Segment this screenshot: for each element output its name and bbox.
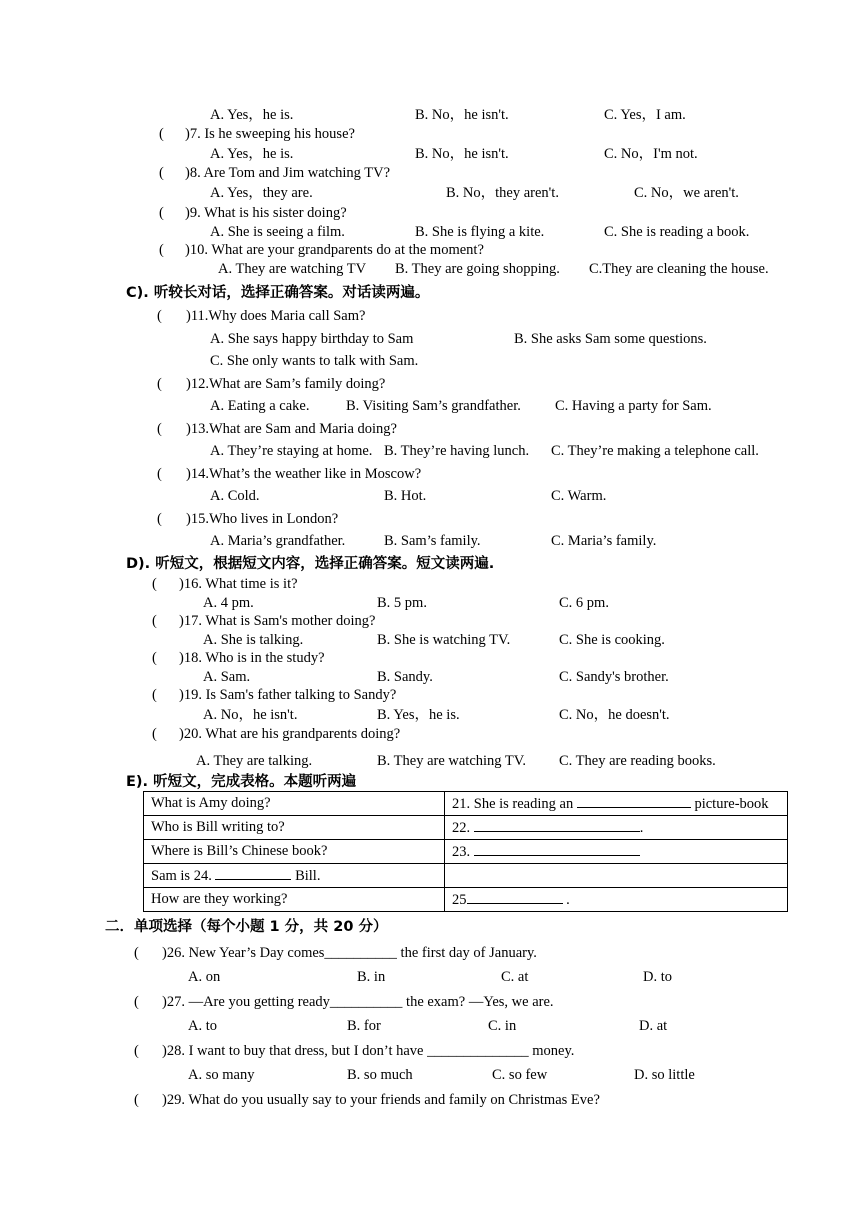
q11-option-b: B. She asks Sam some questions.: [514, 331, 707, 347]
q20-option-a: A. They are talking.: [196, 753, 313, 769]
answer-paren[interactable]: (: [134, 1092, 139, 1108]
row-question-suffix: Bill.: [295, 867, 321, 884]
q19-option-c: C. No，he doesn't.: [559, 707, 670, 723]
section-e-heading: E). 听短文，完成表格。本题听两遍: [126, 774, 357, 790]
q18-option-a: A. Sam.: [203, 669, 251, 685]
answer-paren[interactable]: (: [152, 613, 157, 629]
row-question: How are they working?: [151, 891, 288, 907]
answer-paren[interactable]: (: [157, 308, 162, 324]
q18-option-b: B. Sandy.: [377, 669, 433, 685]
q13-option-b: B. They’re having lunch.: [384, 443, 530, 459]
table-row: [144, 816, 788, 840]
q13-option-c: C. They’re making a telephone call.: [551, 443, 759, 459]
q28-option-c: C. so few: [492, 1067, 548, 1083]
q28-option-a: A. so many: [188, 1067, 255, 1083]
q11-option-a: A. She says happy birthday to Sam: [210, 331, 414, 347]
q13-option-a: A. They’re staying at home.: [210, 443, 373, 459]
answer-blank[interactable]: [215, 867, 291, 880]
table-cell: [144, 792, 445, 816]
table-cell: [144, 816, 445, 840]
q9-stem: )9. What is his sister doing?: [185, 205, 347, 221]
q16-stem: )16. What time is it?: [179, 576, 298, 592]
answer-suffix: .: [639, 819, 644, 836]
answer-paren[interactable]: (: [159, 205, 164, 221]
row-question: What is Amy doing?: [151, 795, 271, 811]
q10-stem: )10. What are your grandparents do at the moment?: [185, 242, 484, 258]
q10-option-a: A. They are watching TV: [218, 261, 367, 277]
answer-blank[interactable]: [474, 843, 640, 856]
answer-paren[interactable]: (: [134, 994, 139, 1010]
q12-stem: )12.What are Sam’s family doing?: [186, 376, 386, 392]
answer-paren[interactable]: (: [159, 242, 164, 258]
q17-option-a: A. She is talking.: [203, 632, 304, 648]
q15-option-b: B. Sam’s family.: [384, 533, 481, 549]
q8-option-b: B. No，they aren't.: [446, 185, 559, 201]
answer-paren[interactable]: (: [134, 945, 139, 961]
answer-blank[interactable]: [474, 819, 640, 832]
q8-option-c: C. No，we aren't.: [634, 185, 739, 201]
q15-stem: )15.Who lives in London?: [186, 511, 339, 527]
fill-in-table: [143, 791, 788, 912]
q17-option-c: C. She is cooking.: [559, 632, 665, 648]
q9-option-c: C. She is reading a book.: [604, 224, 750, 240]
q7-option-a: A. Yes，he is.: [210, 146, 294, 162]
table-cell: [445, 888, 788, 912]
q16-option-a: A. 4 pm.: [203, 595, 254, 611]
q11-stem: )11.Why does Maria call Sam?: [186, 308, 366, 324]
q27-option-c: C. in: [488, 1018, 517, 1034]
q10-option-b: B. They are going shopping.: [395, 261, 560, 277]
q14-option-a: A. Cold.: [210, 488, 260, 504]
q27-option-d: D. at: [639, 1018, 668, 1034]
table-cell: [445, 864, 788, 888]
q20-stem: )20. What are his grandparents doing?: [179, 726, 401, 742]
answer-paren[interactable]: (: [157, 376, 162, 392]
q14-option-b: B. Hot.: [384, 488, 427, 504]
q27-stem: )27. —Are you getting ready__________ the exam? —Yes, we are.: [162, 994, 554, 1010]
q7-option-c: C. No，I'm not.: [604, 146, 698, 162]
table-cell: [445, 792, 788, 816]
q7-stem: )7. Is he sweeping his house?: [185, 126, 355, 142]
answer-label: 23.: [452, 843, 471, 860]
q10-option-c: C.They are cleaning the house.: [589, 261, 769, 277]
q11-option-c: C. She only wants to talk with Sam.: [210, 353, 419, 369]
q12-option-b: B. Visiting Sam’s grandfather.: [346, 398, 521, 414]
row-question: Where is Bill’s Chinese book?: [151, 843, 328, 859]
q18-option-c: C. Sandy's brother.: [559, 669, 669, 685]
table-row: [144, 864, 788, 888]
answer-paren[interactable]: (: [152, 726, 157, 742]
q17-option-b: B. She is watching TV.: [377, 632, 511, 648]
q28-option-d: D. so little: [634, 1067, 695, 1083]
q6-option-a: A. Yes，he is.: [210, 107, 294, 123]
q7-option-b: B. No，he isn't.: [415, 146, 509, 162]
answer-paren[interactable]: (: [157, 421, 162, 437]
q15-option-a: A. Maria’s grandfather.: [210, 533, 346, 549]
table-cell: [144, 864, 445, 888]
table-cell: [445, 840, 788, 864]
answer-paren[interactable]: (: [152, 650, 157, 666]
section-c-heading: C). 听较长对话，选择正确答案。对话读两遍。: [126, 285, 430, 301]
q6-option-c: C. Yes，I am.: [604, 107, 686, 123]
q14-stem: )14.What’s the weather like in Moscow?: [186, 466, 422, 482]
q26-option-d: D. to: [643, 969, 672, 985]
q14-option-c: C. Warm.: [551, 488, 607, 504]
q16-option-b: B. 5 pm.: [377, 595, 427, 611]
table-row: [144, 792, 788, 816]
q28-stem: )28. I want to buy that dress, but I don’t have ______________ money.: [162, 1043, 575, 1059]
q9-option-b: B. She is flying a kite.: [415, 224, 545, 240]
answer-paren[interactable]: (: [152, 576, 157, 592]
row-question: Who is Bill writing to?: [151, 819, 285, 835]
answer-paren[interactable]: (: [159, 165, 164, 181]
q26-option-a: A. on: [188, 969, 221, 985]
q26-stem: )26. New Year’s Day comes__________ the first day of January.: [162, 945, 537, 961]
q16-option-c: C. 6 pm.: [559, 595, 609, 611]
q12-option-a: A. Eating a cake.: [210, 398, 310, 414]
q19-option-b: B. Yes，he is.: [377, 707, 460, 723]
row-question-prefix: Sam is 24.: [151, 867, 212, 884]
q20-option-b: B. They are watching TV.: [377, 753, 527, 769]
q18-stem: )18. Who is in the study?: [179, 650, 325, 666]
table-row: [144, 888, 788, 912]
answer-paren[interactable]: (: [159, 126, 164, 142]
q26-option-c: C. at: [501, 969, 529, 985]
q6-option-b: B. No，he isn't.: [415, 107, 509, 123]
q28-option-b: B. so much: [347, 1067, 413, 1083]
answer-paren[interactable]: (: [134, 1043, 139, 1059]
q17-stem: )17. What is Sam's mother doing?: [179, 613, 376, 629]
table-cell: [445, 816, 788, 840]
q8-stem: )8. Are Tom and Jim watching TV?: [185, 165, 391, 181]
part2-heading: 二．单项选择（每个小题 1 分，共 20 分）: [105, 919, 388, 935]
q20-option-c: C. They are reading books.: [559, 753, 716, 769]
q29-stem: )29. What do you usually say to your friends and family on Christmas Eve?: [162, 1092, 600, 1108]
table-row: [144, 840, 788, 864]
answer-paren[interactable]: (: [152, 687, 157, 703]
answer-blank[interactable]: [467, 891, 563, 904]
answer-label: 25: [452, 891, 467, 908]
q19-stem: )19. Is Sam's father talking to Sandy?: [179, 687, 397, 703]
answer-label: 22.: [452, 819, 471, 836]
q9-option-a: A. She is seeing a film.: [210, 224, 345, 240]
q12-option-c: C. Having a party for Sam.: [555, 398, 712, 414]
q15-option-c: C. Maria’s family.: [551, 533, 657, 549]
q27-option-b: B. for: [347, 1018, 381, 1034]
q27-option-a: A. to: [188, 1018, 217, 1034]
q26-option-b: B. in: [357, 969, 386, 985]
answer-paren[interactable]: (: [157, 466, 162, 482]
q13-stem: )13.What are Sam and Maria doing?: [186, 421, 397, 437]
answer-label: 21. She is reading an: [452, 795, 574, 812]
answer-suffix: picture-book: [694, 795, 769, 812]
answer-suffix: .: [566, 891, 570, 908]
table-cell: [144, 888, 445, 912]
table-cell: [144, 840, 445, 864]
answer-paren[interactable]: (: [157, 511, 162, 527]
q19-option-a: A. No，he isn't.: [203, 707, 298, 723]
section-d-heading: D). 听短文，根据短文内容，选择正确答案。短文读两遍.: [126, 556, 495, 572]
q8-option-a: A. Yes，they are.: [210, 185, 313, 201]
answer-blank[interactable]: [577, 795, 691, 808]
